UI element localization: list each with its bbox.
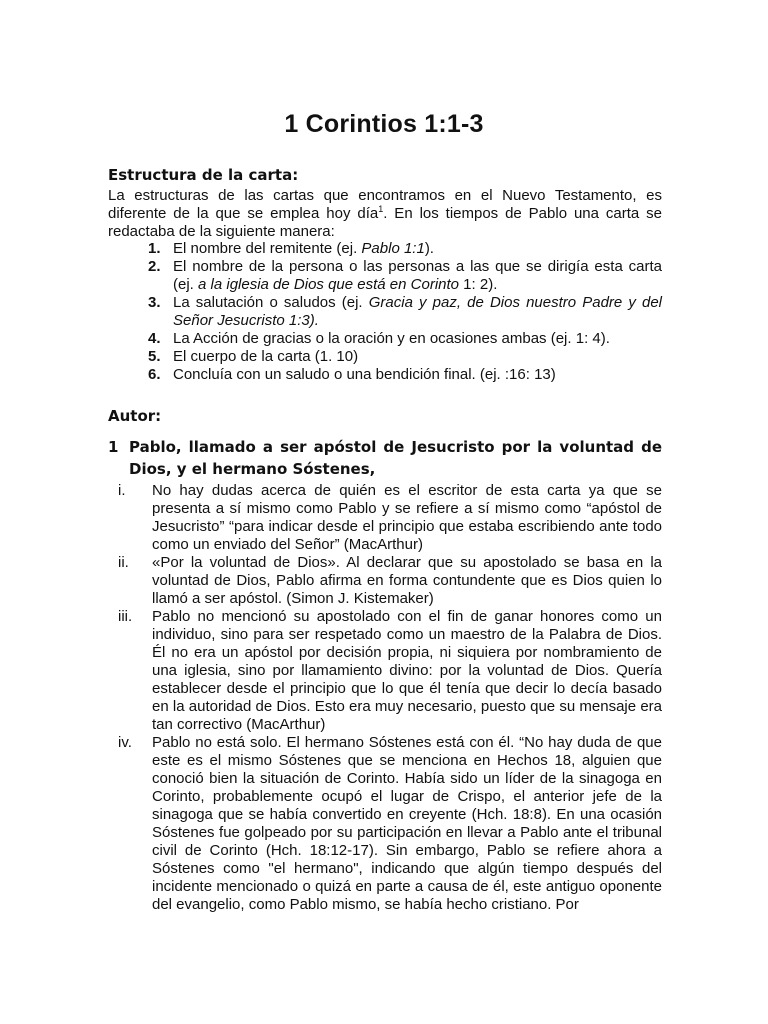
list-item [148,240,662,258]
list-item-text-end: ). [424,240,434,257]
commentary-list [108,482,662,914]
letter-structure-list [148,240,662,384]
list-item-text-end: 1:3). [284,312,319,329]
list-item-text: Concluía con un saludo o una bendición final. (ej. :16: 13) [173,366,556,383]
list-item-example: Pablo 1:1 [361,240,425,257]
commentary-text: Pablo no está solo. El hermano Sóstenes está con él. “No hay duda de que este es el mismo Sóstenes que se menciona en Hechos 18, alguien que conoció bien la situación de Corinto. Había sido un líder de la sinagoga en Corinto, probablemente ocupó el lugar de Crispo, el anterior jefe de la sinagoga que se había convertido en creyente (Hch. 18:8). En una ocasión Sóstenes fue golpeado por su participación en llevar a Pablo ante el tribunal civil de Corinto (Hch. 18:12-17). Sin embargo, Pablo se refiere ahora a Sóstenes como "el hermano", indicando que algún tiempo después del incidente mencionado o quizá en parte a causa de él, este antiguo oponente del evangelio, como Pablo mismo, se había hecho cristiano. Por [152,734,662,913]
list-item-number: 6. [148,366,161,383]
list-item-number: 3. [148,294,161,311]
roman-numeral: ii. [118,554,129,571]
commentary-item [108,608,662,734]
list-item-text: El cuerpo de la carta (1. 10) [173,348,359,365]
list-item-text: La salutación o saludos (ej. [173,294,369,311]
list-item-number: 5. [148,348,161,365]
list-item-text: El nombre de la persona o las personas a las que se dirigía esta carta (ej. [173,258,662,293]
list-item-example: Gracia y paz, de Dios nuestro Padre y del Señor Jesucristo [173,294,663,329]
commentary-text: Pablo no mencionó su apostolado con el fin de ganar honores como un individuo, sino para ser respetado como un maestro de la Palabra de Dios. Él no era un apóstol por decisión propia, ni siquiera por nombramiento de una iglesia, sino por llamamiento divino: por la voluntad de Dios. Quería establecer desde el principio que lo que él tenía que decir lo decía basado en la autoridad de Dios. Esto era muy necesario, puesto que su mensaje era tan correctivo (MacArthur) [152,608,662,733]
list-item-text: La Acción de gracias o la oración y en ocasiones ambas (ej. 1: 4). [173,330,610,347]
structure-intro [108,187,662,241]
list-item [148,294,662,330]
verse-block [108,436,662,480]
list-item [148,366,662,384]
roman-numeral: i. [118,482,126,499]
author-heading: Autor: [108,407,162,425]
roman-numeral: iv. [118,734,132,751]
list-item-text-end: 1: 2). [459,276,498,293]
commentary-item [108,482,662,554]
list-item [148,258,662,294]
structure-heading: Estructura de la carta: [108,166,299,184]
commentary-text: «Por la voluntad de Dios». Al declarar que su apostolado se basa en la voluntad de Dios, Pablo afirma en forma contundente que es Dios quien lo llamó a ser apóstol. (Simon J. Kistemaker) [152,554,662,607]
commentary-text: No hay dudas acerca de quién es el escritor de esta carta ya que se presenta a sí mismo como Pablo y se refiere a sí mismo como “apóstol de Jesucristo” “para indicar desde el principio que estaba escribiendo ante todo como un enviado del Señor” (MacArthur) [152,482,662,553]
commentary-item [108,734,662,914]
list-item-example: a la iglesia de Dios que está en Corinto [198,276,460,293]
list-item-number: 2. [148,258,161,275]
intro-text-after: . En los tiempos de Pablo una carta se redactaba de la siguiente manera: [108,205,662,240]
page-title: 1 Corintios 1:1-3 [284,110,484,138]
commentary-item [108,554,662,608]
footnote-marker[interactable]: 1 [378,204,384,214]
list-item-number: 1. [148,240,161,257]
list-item [148,330,662,348]
list-item [148,348,662,366]
list-item-text: El nombre del remitente (ej. [173,240,362,257]
roman-numeral: iii. [118,608,133,625]
intro-text-before: La estructuras de las cartas que encontramos en el Nuevo Testamento, es diferente de la que se emplea hoy día [108,187,662,222]
verse-number: 1 [108,438,119,456]
verse-text: Pablo, llamado a ser apóstol de Jesucristo por la voluntad de Dios, y el hermano Sóstenes, [129,438,662,478]
list-item-number: 4. [148,330,161,347]
